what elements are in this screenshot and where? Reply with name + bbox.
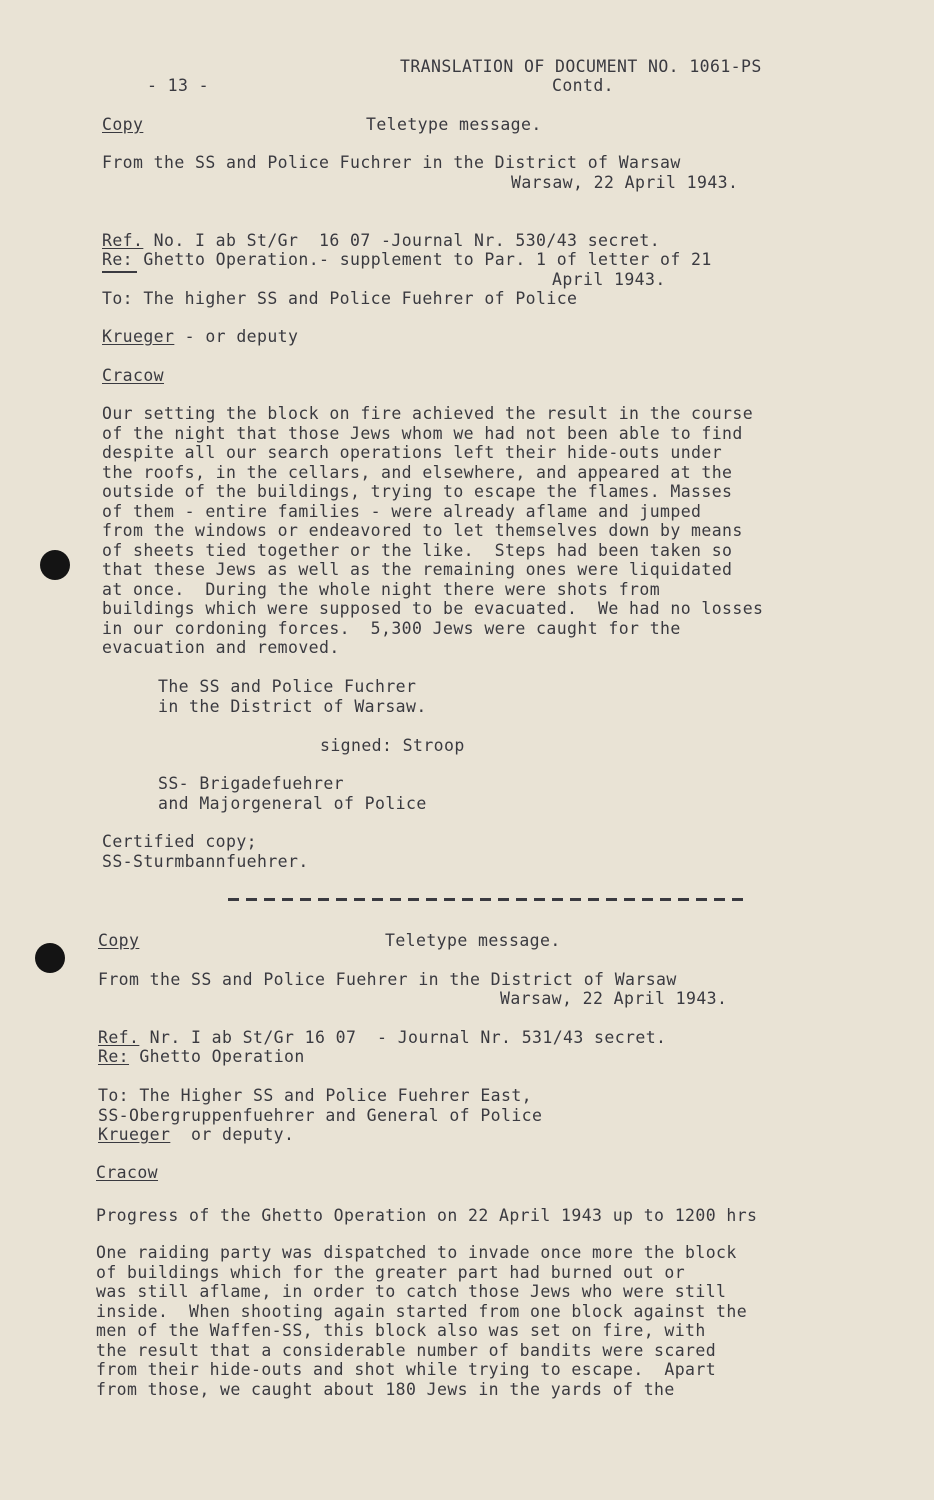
re-label-2: Re:	[98, 1047, 130, 1066]
body-1-line: from the windows or endeavored to let themselves down by means	[102, 521, 743, 540]
body-1-line: the roofs, in the cellars, and elsewhere, and appeared at the	[102, 463, 733, 482]
krueger-name-1: Krueger	[102, 327, 175, 346]
addressee-2a: To: The Higher SS and Police Fuehrer East,	[98, 1086, 533, 1105]
re-label-1: Re:	[102, 250, 134, 269]
krueger-rest-1: - or deputy	[174, 327, 299, 346]
punch-hole-bottom	[35, 943, 65, 973]
from-line-2: From the SS and Police Fuehrer in the District of Warsaw	[98, 970, 677, 989]
message-type-1: Teletype message.	[366, 115, 542, 134]
reference-line-1	[102, 231, 660, 251]
re-text-2: Ghetto Operation	[129, 1047, 305, 1066]
body-1-line: outside of the buildings, trying to escape the flames. Masses	[102, 482, 733, 501]
body-2-line: was still aflame, in order to catch those Jews who were still	[96, 1282, 727, 1301]
copy-label-1: Copy	[102, 115, 144, 134]
body-1-line: of sheets tied together or the like. Steps had been taken so	[102, 541, 733, 560]
place-date-1: Warsaw, 22 April 1943.	[511, 173, 739, 192]
signatory-2: in the District of Warsaw.	[158, 697, 427, 716]
body-1-line: Our setting the block on fire achieved the result in the course	[102, 404, 754, 423]
document-title: TRANSLATION OF DOCUMENT NO. 1061-PS	[400, 57, 762, 76]
body-2-line: inside. When shooting again started from one block against the	[96, 1302, 748, 1321]
ref-text-1: No. I ab St/Gr 16 07 -Journal Nr. 530/43 secret.	[143, 231, 661, 250]
signatory-1: The SS and Police Fuchrer	[158, 677, 417, 696]
body-1-line: in our cordoning forces. 5,300 Jews were caught for the	[102, 619, 681, 638]
body-1-line: evacuation and removed.	[102, 638, 340, 657]
krueger-rest-2: or deputy.	[170, 1125, 295, 1144]
krueger-line-1	[102, 327, 298, 347]
re-line-1-cont: April 1943.	[552, 270, 666, 289]
body-2-line: of buildings which for the greater part had burned out or	[96, 1263, 686, 1282]
body-1-line: at once. During the whole night there were shots from	[102, 580, 661, 599]
progress-heading: Progress of the Ghetto Operation on 22 April 1943 up to 1200 hrs	[96, 1206, 758, 1225]
body-1-line: buildings which were supposed to be evacuated. We had no losses	[102, 599, 764, 618]
page-number: - 13 -	[147, 76, 210, 95]
krueger-line-2	[98, 1125, 294, 1145]
punch-hole-top	[40, 550, 70, 580]
copy-label-2: Copy	[98, 931, 140, 950]
rank-1: SS- Brigadefuehrer	[158, 774, 345, 793]
addressee-1: To: The higher SS and Police Fuehrer of Police	[102, 289, 578, 308]
re-line-2	[98, 1047, 305, 1067]
place-date-2: Warsaw, 22 April 1943.	[500, 989, 728, 1008]
addressee-2b: SS-Obergruppenfuehrer and General of Police	[98, 1106, 543, 1125]
cracow-label-2: Cracow	[96, 1163, 159, 1182]
re-text-1: Ghetto Operation.- supplement to Par. 1 of letter of 21	[133, 250, 712, 269]
reference-line-2	[98, 1028, 666, 1048]
cracow-label-1: Cracow	[102, 366, 165, 385]
signed-line: signed: Stroop	[320, 736, 465, 755]
body-2-line: men of the Waffen-SS, this block also was set on fire, with	[96, 1321, 706, 1340]
re-underline-1	[102, 271, 137, 273]
body-1-line: that these Jews as well as the remaining ones were liquidated	[102, 560, 733, 579]
ref-label-2: Ref.	[98, 1028, 140, 1047]
body-2-line: from those, we caught about 180 Jews in the yards of the	[96, 1380, 675, 1399]
certified-2: SS-Sturmbannfuehrer.	[102, 852, 309, 871]
from-line-1: From the SS and Police Fuchrer in the District of Warsaw	[102, 153, 681, 172]
ref-text-2: Nr. I ab St/Gr 16 07 - Journal Nr. 531/43 secret.	[139, 1028, 667, 1047]
re-line-1	[102, 250, 712, 270]
body-1-line: of the night that those Jews whom we had not been able to find	[102, 424, 743, 443]
body-2-line: One raiding party was dispatched to invade once more the block	[96, 1243, 737, 1262]
message-type-2: Teletype message.	[385, 931, 561, 950]
body-2-line: the result that a considerable number of bandits were scared	[96, 1341, 717, 1360]
body-1-line: despite all our search operations left their hide-outs under	[102, 443, 723, 462]
body-2-line: from their hide-outs and shot while trying to escape. Apart	[96, 1360, 717, 1379]
ref-label-1: Ref.	[102, 231, 144, 250]
contd-label: Contd.	[552, 76, 615, 95]
certified-1: Certified copy;	[102, 832, 258, 851]
rank-2: and Majorgeneral of Police	[158, 794, 427, 813]
section-separator	[228, 898, 744, 901]
body-1-line: of them - entire families - were already aflame and jumped	[102, 502, 702, 521]
krueger-name-2: Krueger	[98, 1125, 171, 1144]
